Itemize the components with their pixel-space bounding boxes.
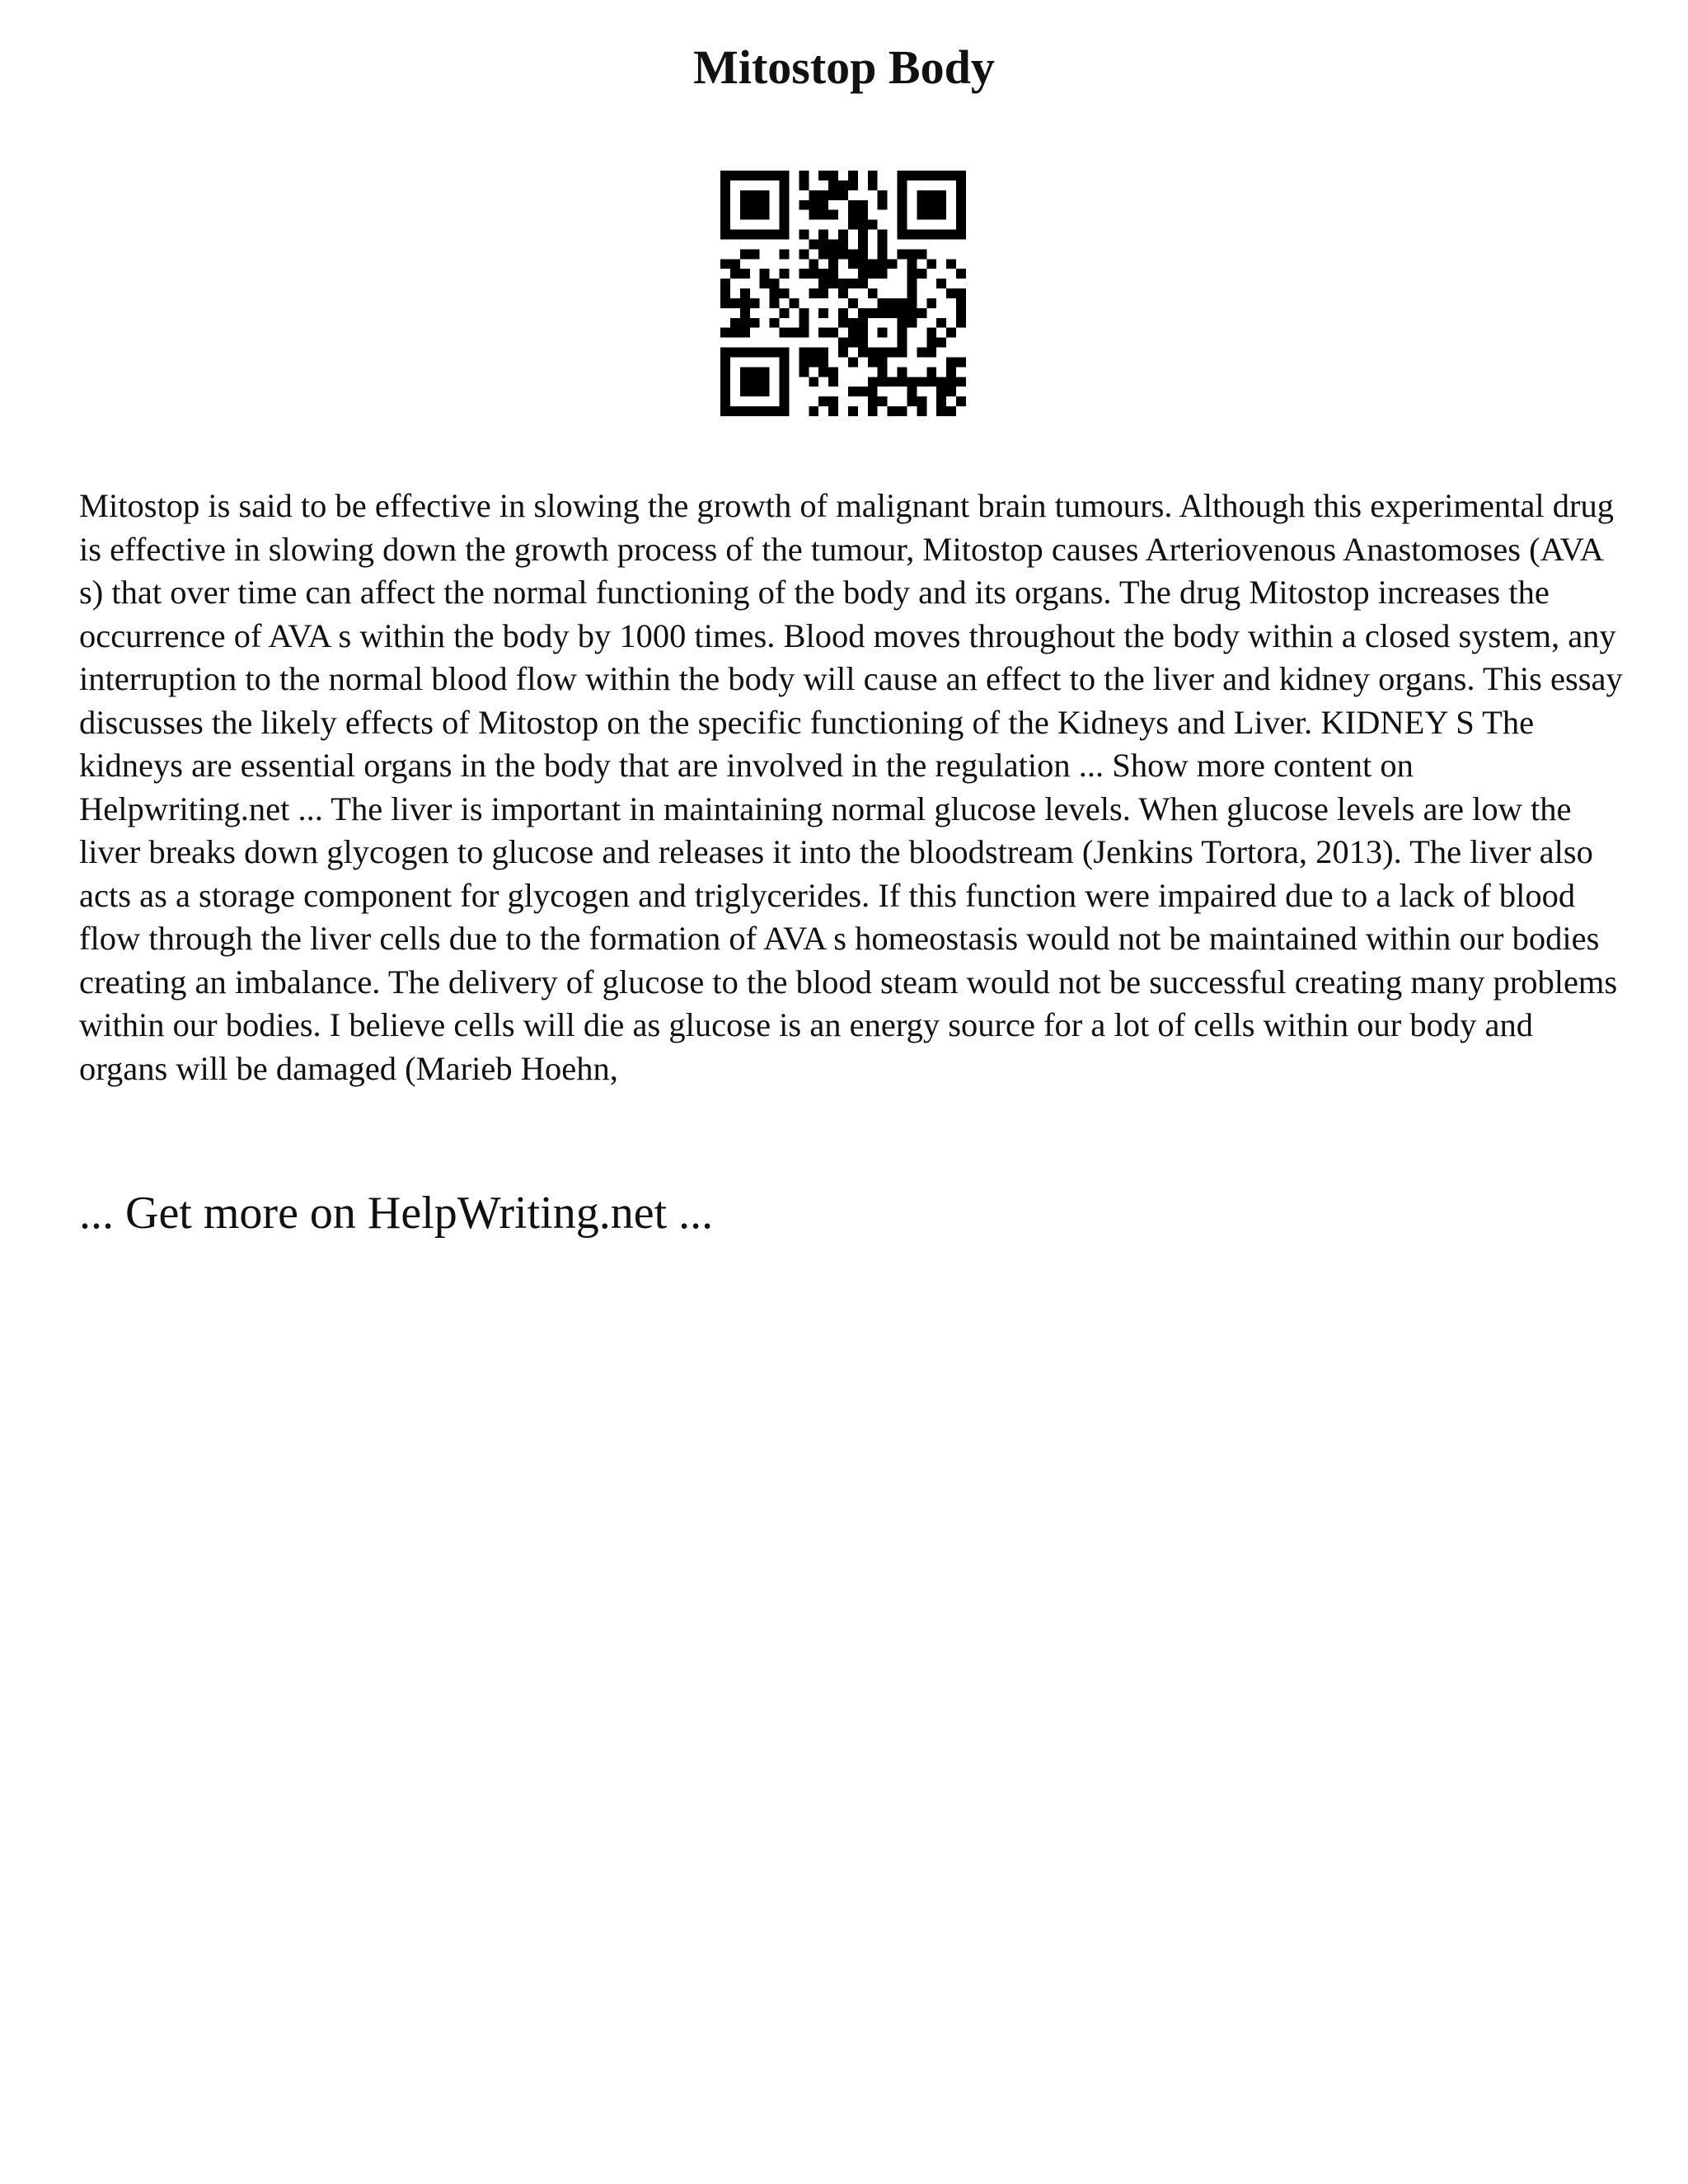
get-more-link[interactable]: ... Get more on HelpWriting.net ...: [79, 1188, 714, 1239]
qr-code-icon: [720, 171, 966, 416]
essay-body: Mitostop is said to be effective in slowing the growth of malignant brain tumours. Although this experimental drug is effective in slowing down the growth process of the tumour, Mitostop causes Arteriovenous Anastomoses (AVA s) that over time can affect the normal functioning of the body and its organs. The drug Mitostop increases the occurrence of AVA s within the body by 1000 times. Blood moves throughout the body within a closed system, any interruption to the normal blood flow within the body will cause an effect to the liver and kidney organs. This essay discusses the likely effects of Mitostop on the specific functioning of the Kidneys and Liver. KIDNEY S The kidneys are essential organs in the body that are involved in the regulation ... Show more content on Helpwriting.net ... The liver is important in maintaining normal glucose levels. When glucose levels are low the liver breaks down glycogen to glucose and releases it into the bloodstream (Jenkins Tortora, 2013). The liver also acts as a storage component for glycogen and triglycerides. If this function were impaired due to a lack of blood flow through the liver cells due to the formation of AVA s homeostasis would not be maintained within our bodies creating an imbalance. The delivery of glucose to the blood steam would not be successful creating many problems within our bodies. I believe cells will die as glucose is an energy source for a lot of cells within our body and organs will be damaged (Marieb Hoehn,: [79, 487, 1623, 1087]
page-title: Mitostop Body: [693, 40, 995, 94]
